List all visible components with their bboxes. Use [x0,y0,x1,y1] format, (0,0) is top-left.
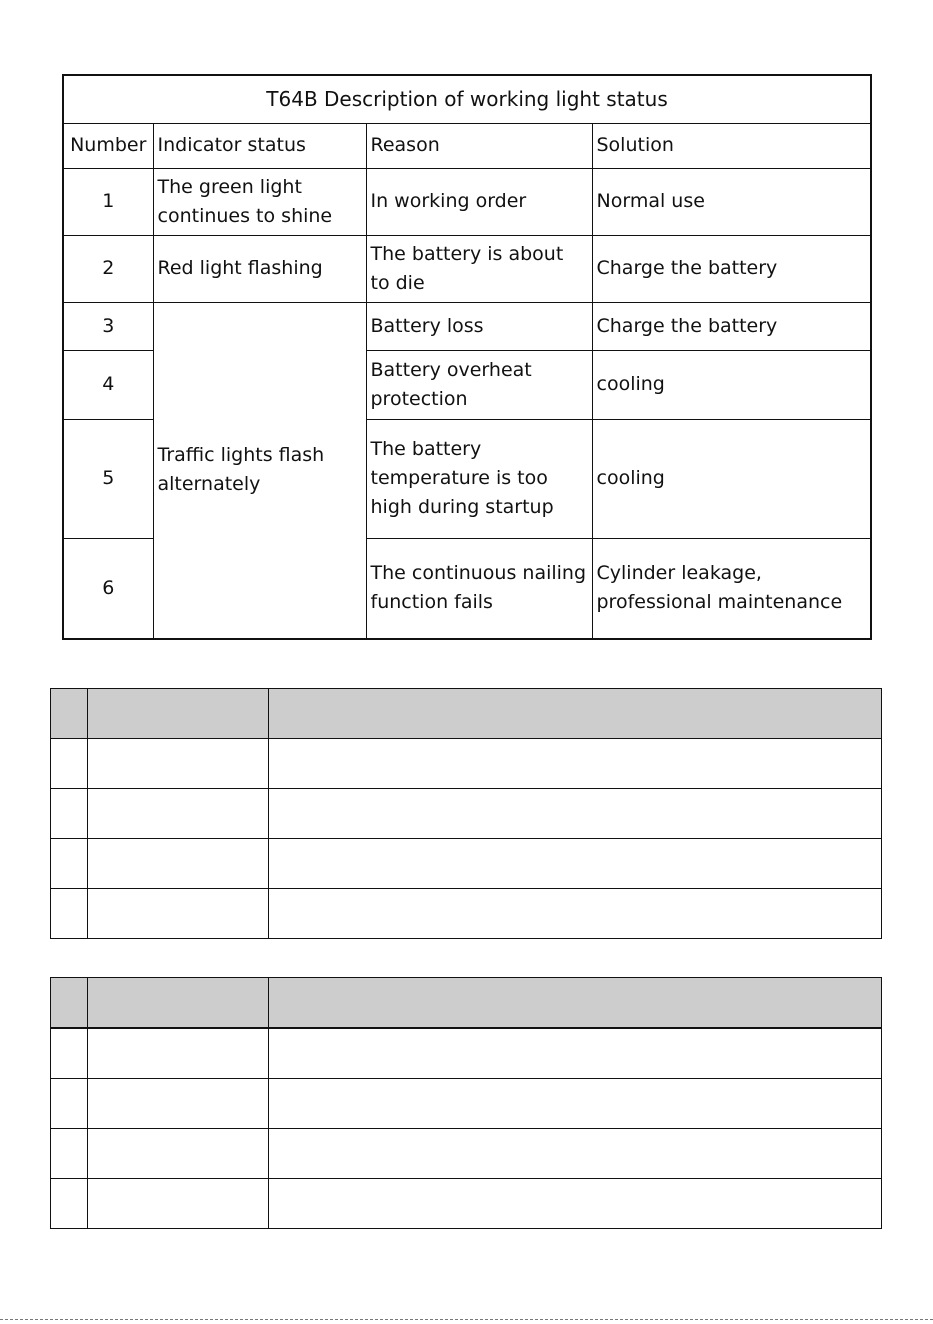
blank-cell [269,1028,882,1079]
row-number: 4 [63,350,153,419]
blank-table-header-row [51,689,882,739]
row-number: 3 [63,302,153,350]
working-light-status-table [62,74,872,640]
row-reason: The battery temperature is too high during startup [366,419,592,538]
blank-cell [88,789,269,839]
blank-table-row [51,1129,882,1179]
blank-cell [269,739,882,789]
blank-cell [269,839,882,889]
blank-cell [269,789,882,839]
blank-table-row [51,789,882,839]
blank-cell [88,889,269,939]
blank-table-row [51,1179,882,1229]
row-number: 2 [63,235,153,302]
row-number: 1 [63,168,153,235]
page-bottom-divider [0,1319,933,1320]
blank-cell [88,739,269,789]
blank-header-cell [88,689,269,739]
table-title: T64B Description of working light status [63,75,871,123]
blank-cell [88,839,269,889]
row-indicator: The green light continues to shine [153,168,366,235]
blank-cell [269,889,882,939]
blank-cell [51,1179,88,1229]
blank-table-row [51,839,882,889]
blank-table-row [51,1079,882,1129]
blank-header-cell [269,978,882,1029]
row-solution: cooling [592,419,871,538]
table-header-row [63,123,871,168]
table-row [63,302,871,350]
row-number: 6 [63,538,153,639]
row-reason: Battery loss [366,302,592,350]
row-reason: The continuous nailing function fails [366,538,592,639]
blank-cell [51,1129,88,1179]
blank-header-cell [88,978,269,1029]
row-number: 5 [63,419,153,538]
header-solution: Solution [592,123,871,168]
row-reason: In working order [366,168,592,235]
blank-cell [88,1179,269,1229]
row-solution: Normal use [592,168,871,235]
blank-cell [51,789,88,839]
header-indicator-status: Indicator status [153,123,366,168]
blank-cell [88,1028,269,1079]
row-indicator-merged: Traffic lights flash alternately [153,302,366,639]
blank-cell [51,889,88,939]
row-solution: Charge the battery [592,235,871,302]
blank-cell [269,1079,882,1129]
blank-table-1 [50,688,882,939]
row-solution: cooling [592,350,871,419]
row-solution: Charge the battery [592,302,871,350]
header-number: Number [63,123,153,168]
header-reason: Reason [366,123,592,168]
blank-table-header-row [51,978,882,1029]
blank-table-2 [50,977,882,1229]
blank-table-row [51,1028,882,1079]
blank-cell [51,1079,88,1129]
row-solution: Cylinder leakage, professional maintenance [592,538,871,639]
blank-table-row [51,739,882,789]
blank-header-cell [51,689,88,739]
blank-cell [269,1129,882,1179]
blank-cell [88,1129,269,1179]
table-row [63,168,871,235]
table-row [63,235,871,302]
blank-header-cell [269,689,882,739]
blank-cell [51,739,88,789]
blank-cell [269,1179,882,1229]
blank-cell [51,839,88,889]
row-reason: The battery is about to die [366,235,592,302]
blank-cell [88,1079,269,1129]
blank-header-cell [51,978,88,1029]
blank-table-row [51,889,882,939]
table-title-row [63,75,871,123]
row-reason: Battery overheat protection [366,350,592,419]
blank-cell [51,1028,88,1079]
row-indicator: Red light flashing [153,235,366,302]
